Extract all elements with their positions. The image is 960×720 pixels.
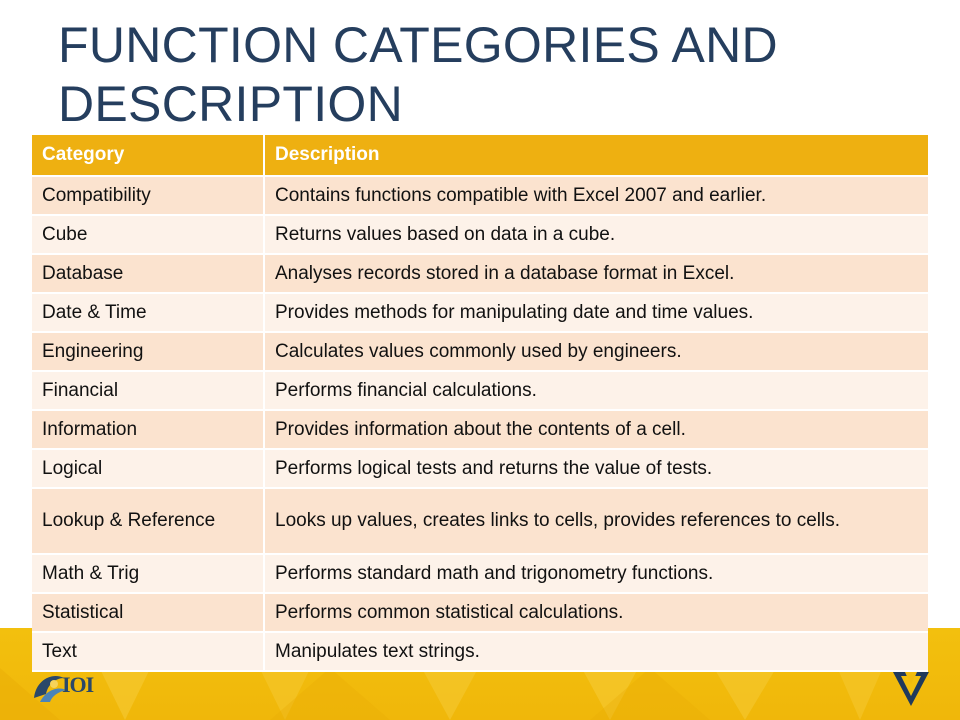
- wv-logo-icon: [891, 650, 931, 708]
- description-cell: Contains functions compatible with Excel 2007 and earlier.: [264, 176, 928, 215]
- page-title: FUNCTION CATEGORIES AND DESCRIPTION: [58, 17, 778, 132]
- category-cell: Compatibility: [32, 176, 264, 215]
- table-row: [32, 488, 928, 554]
- table-row: [32, 593, 928, 632]
- category-cell: Cube: [32, 215, 264, 254]
- table-row: [32, 410, 928, 449]
- table-row: [32, 632, 928, 671]
- category-cell: Database: [32, 254, 264, 293]
- category-cell: Engineering: [32, 332, 264, 371]
- column-header-description: Description: [264, 135, 928, 176]
- category-cell: Text: [32, 632, 264, 671]
- description-cell: Provides methods for manipulating date and time values.: [264, 293, 928, 332]
- category-cell: Date & Time: [32, 293, 264, 332]
- table-row: [32, 176, 928, 215]
- description-cell: Performs financial calculations.: [264, 371, 928, 410]
- description-cell: Returns values based on data in a cube.: [264, 215, 928, 254]
- table-row: [32, 254, 928, 293]
- description-cell: Performs logical tests and returns the value of tests.: [264, 449, 928, 488]
- table-row: [32, 554, 928, 593]
- description-cell: Provides information about the contents of a cell.: [264, 410, 928, 449]
- function-categories-table: [32, 135, 928, 672]
- category-cell: Lookup & Reference: [32, 488, 264, 554]
- table-row: [32, 293, 928, 332]
- description-cell: Analyses records stored in a database format in Excel.: [264, 254, 928, 293]
- description-cell: Calculates values commonly used by engineers.: [264, 332, 928, 371]
- description-cell: Looks up values, creates links to cells, provides references to cells.: [264, 488, 928, 554]
- category-cell: Information: [32, 410, 264, 449]
- table-row: [32, 449, 928, 488]
- description-cell: Performs standard math and trigonometry functions.: [264, 554, 928, 593]
- description-cell: Manipulates text strings.: [264, 632, 928, 671]
- logo-text: IOI: [62, 672, 94, 697]
- category-cell: Financial: [32, 371, 264, 410]
- table-row: [32, 371, 928, 410]
- category-cell: Statistical: [32, 593, 264, 632]
- table-row: [32, 332, 928, 371]
- table-row: [32, 215, 928, 254]
- category-cell: Logical: [32, 449, 264, 488]
- category-cell: Math & Trig: [32, 554, 264, 593]
- table-header-row: [32, 135, 928, 176]
- description-cell: Performs common statistical calculations.: [264, 593, 928, 632]
- column-header-category: Category: [32, 135, 264, 176]
